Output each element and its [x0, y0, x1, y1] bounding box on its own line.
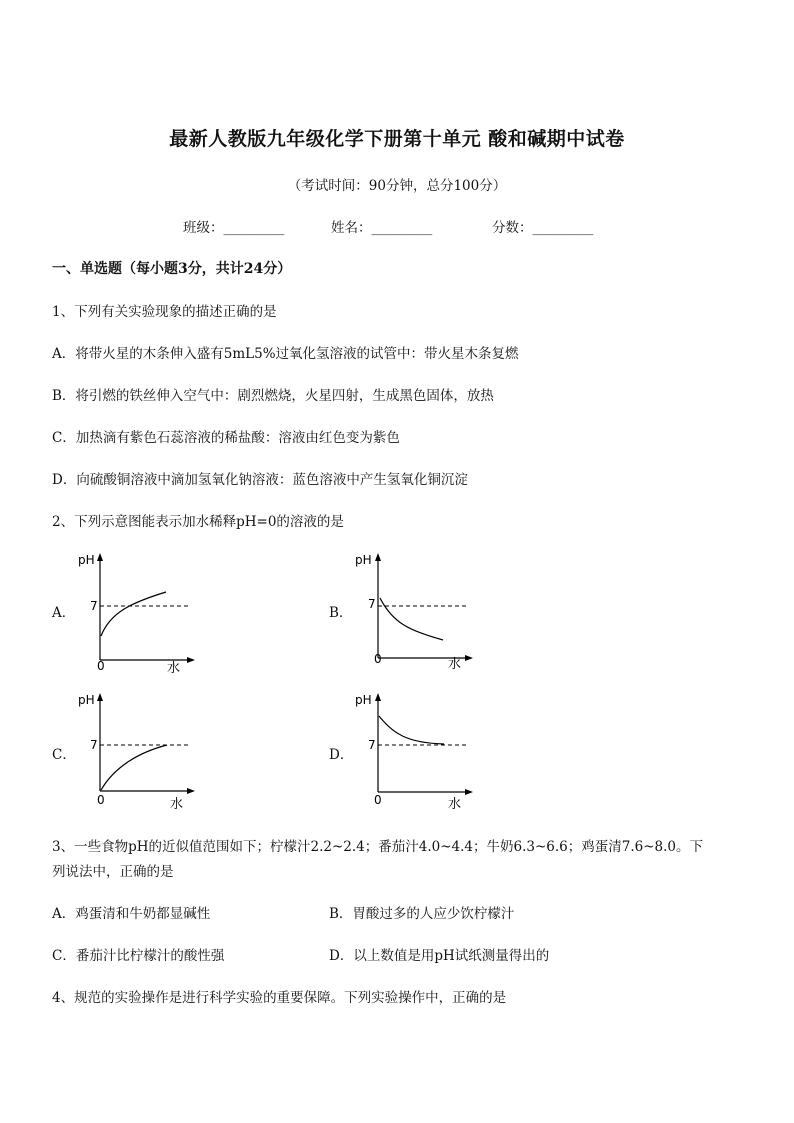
q1-option-c: C．加热滴有紫色石蕊溶液的稀盐酸：溶液由红色变为紫色 — [52, 430, 400, 446]
origin-label: 0 — [374, 652, 382, 666]
q2-graph-d — [348, 688, 478, 813]
class-field — [183, 216, 284, 236]
name-blank: _________ — [371, 220, 433, 236]
x-axis-arrow — [465, 789, 473, 795]
y-axis-label: pH — [355, 693, 372, 707]
q3-option-b: B．胃酸过多的人应少饮柠檬汁 — [329, 906, 515, 922]
ref-value-label: 7 — [90, 738, 98, 752]
y-axis-label: pH — [355, 553, 372, 567]
origin-label: 0 — [97, 659, 105, 673]
exam-subtitle: （考试时间：90分钟，总分100分） — [287, 178, 507, 194]
q4-stem: 4、规范的实验操作是进行科学实验的重要保障。下列实验操作中，正确的是 — [52, 990, 507, 1006]
score-label: 分数： — [492, 220, 533, 236]
q2-graph-b — [348, 548, 478, 673]
score-blank: _________ — [532, 220, 594, 236]
q3-option-d: D．以上数值是用pH试纸测量得出的 — [329, 948, 550, 964]
q2-option-d-letter: D． — [329, 747, 354, 763]
q3-option-a: A．鸡蛋清和牛奶都显碱性 — [52, 906, 211, 922]
ph-curve — [379, 716, 444, 744]
ph-curve — [380, 598, 443, 640]
q3-option-c: C．番茄汁比柠檬汁的酸性强 — [52, 948, 225, 964]
y-axis-label: pH — [78, 553, 95, 567]
ref-value-label: 7 — [90, 599, 98, 613]
y-axis-arrow — [97, 553, 103, 561]
ref-value-label: 7 — [368, 597, 376, 611]
x-axis-label: 水 — [170, 797, 184, 812]
q3-stem-line1: 3、一些食物pH的近似值范围如下；柠檬汁2.2~2.4；番茄汁4.0~4.4；牛奶6.3~6.6；鸡蛋清7.6~8.0。下 — [52, 839, 704, 855]
q1-option-a: A．将带火星的木条伸入盛有5mL5%过氧化氢溶液的试管中：带火星木条复燃 — [52, 346, 519, 362]
x-axis-label: 水 — [448, 797, 462, 812]
q1-stem: 1、下列有关实验现象的描述正确的是 — [52, 304, 277, 320]
x-axis-arrow — [465, 655, 473, 661]
q1-option-b: B．将引燃的铁丝伸入空气中：剧烈燃烧，火星四射，生成黑色固体，放热 — [52, 388, 494, 404]
section-heading: 一、单选题（每小题3分，共计24分） — [52, 261, 292, 277]
ph-curve — [101, 745, 167, 790]
x-axis-arrow — [187, 788, 195, 794]
y-axis-label: pH — [78, 693, 95, 707]
q2-stem: 2、下列示意图能表示加水稀释pH=0的溶液的是 — [52, 514, 344, 530]
name-label: 姓名： — [331, 220, 372, 236]
q3-stem-line2: 列说法中，正确的是 — [52, 864, 174, 880]
score-field — [492, 216, 593, 236]
class-label: 班级： — [183, 220, 224, 236]
q2-graph-c — [70, 688, 200, 813]
q2-graph-a — [70, 548, 200, 673]
x-axis-label: 水 — [167, 661, 181, 673]
y-axis-arrow — [375, 693, 381, 701]
x-axis-arrow — [187, 657, 195, 663]
origin-label: 0 — [374, 793, 382, 807]
ref-value-label: 7 — [368, 738, 376, 752]
exam-title: 最新人教版九年级化学下册第十单元 酸和碱期中试卷 — [169, 128, 625, 150]
class-blank: _________ — [223, 220, 285, 236]
ph-curve — [101, 592, 166, 636]
q2-option-b-letter: B． — [329, 605, 353, 621]
x-axis-label: 水 — [448, 657, 462, 672]
origin-label: 0 — [97, 793, 105, 807]
y-axis-arrow — [375, 553, 381, 561]
name-field — [331, 216, 432, 236]
q2-option-c-letter: C． — [52, 747, 76, 763]
y-axis-arrow — [97, 693, 103, 701]
q1-option-d: D．向硫酸铜溶液中滴加氢氧化钠溶液：蓝色溶液中产生氢氧化铜沉淀 — [52, 472, 468, 488]
q2-option-a-letter: A． — [52, 605, 76, 621]
